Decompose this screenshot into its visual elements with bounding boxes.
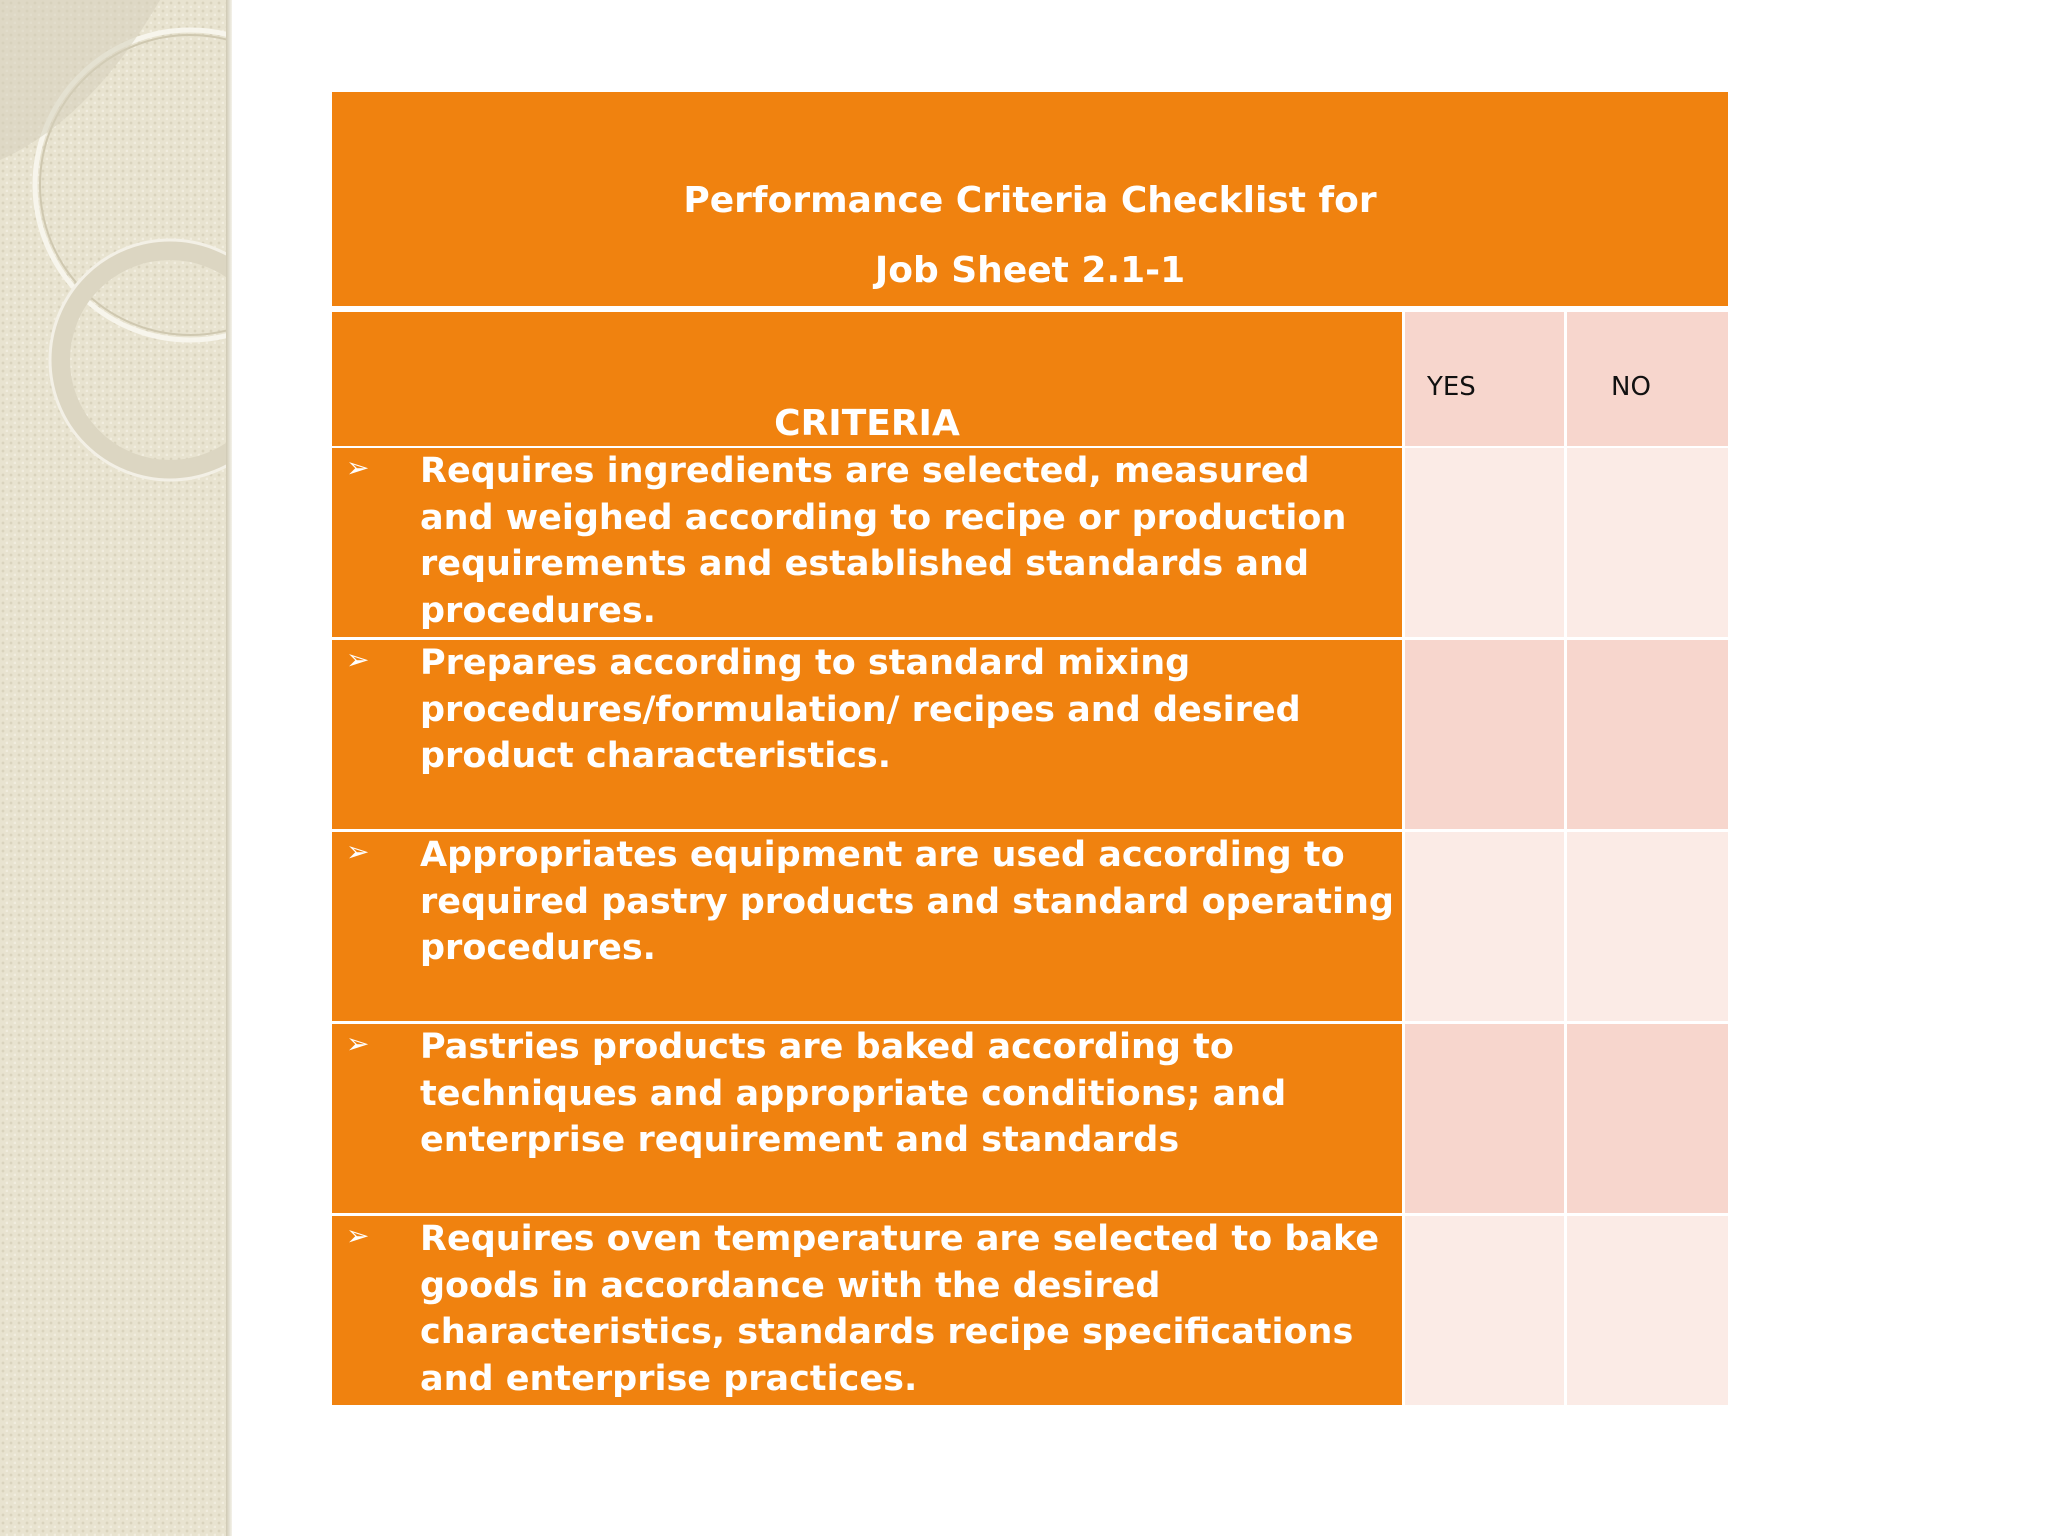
arrow-bullet-icon: ➢	[346, 835, 370, 868]
decorative-sidebar	[0, 0, 226, 1536]
criteria-header-label: CRITERIA	[774, 403, 960, 444]
yes-header	[1405, 312, 1567, 448]
arrow-bullet-icon: ➢	[346, 1027, 370, 1060]
no-checkbox-cell[interactable]	[1567, 640, 1728, 832]
yes-header-label: YES	[1427, 372, 1476, 402]
title-line-2: Job Sheet 2.1-1	[874, 250, 1186, 291]
arrow-bullet-icon: ➢	[346, 643, 370, 676]
no-checkbox-cell[interactable]	[1567, 1216, 1728, 1405]
no-checkbox-cell[interactable]	[1567, 448, 1728, 640]
table-row	[332, 1216, 1728, 1405]
yes-checkbox-cell[interactable]	[1405, 640, 1567, 832]
title-row	[332, 92, 1728, 312]
table-row	[332, 640, 1728, 832]
table-row	[332, 1024, 1728, 1216]
no-checkbox-cell[interactable]	[1567, 1024, 1728, 1216]
table-row	[332, 448, 1728, 640]
criteria-text: Pastries products are baked according to techniques and appropriate conditions; and enterprise requirement and standards	[420, 1027, 1287, 1160]
criteria-cell	[332, 448, 1405, 640]
no-checkbox-cell[interactable]	[1567, 832, 1728, 1024]
table-title	[332, 92, 1728, 312]
criteria-text: Prepares according to standard mixing procedures/formulation/ recipes and desired product characteristics.	[420, 643, 1301, 776]
no-header-label: NO	[1611, 372, 1651, 402]
header-row	[332, 312, 1728, 448]
decorative-rings-icon	[0, 0, 226, 1536]
criteria-text: Requires ingredients are selected, measured and weighed according to recipe or production requirements and established standards and procedures.	[420, 451, 1347, 631]
criteria-cell	[332, 832, 1405, 1024]
table-row	[332, 832, 1728, 1024]
arrow-bullet-icon: ➢	[346, 451, 370, 484]
arrow-bullet-icon: ➢	[346, 1219, 370, 1252]
criteria-header	[332, 312, 1405, 448]
yes-checkbox-cell[interactable]	[1405, 448, 1567, 640]
yes-checkbox-cell[interactable]	[1405, 1216, 1567, 1405]
criteria-cell	[332, 1216, 1405, 1405]
yes-checkbox-cell[interactable]	[1405, 1024, 1567, 1216]
yes-checkbox-cell[interactable]	[1405, 832, 1567, 1024]
criteria-cell	[332, 1024, 1405, 1216]
sidebar-edge	[226, 0, 232, 1536]
performance-checklist-table	[332, 92, 1728, 1405]
criteria-text: Requires oven temperature are selected to bake goods in accordance with the desired characteristics, standards recipe specifications and enterprise practices.	[420, 1219, 1380, 1399]
title-line-1: Performance Criteria Checklist for	[683, 180, 1377, 221]
criteria-text: Appropriates equipment are used according to required pastry products and standard operating procedures.	[420, 835, 1394, 968]
no-header	[1567, 312, 1728, 448]
criteria-cell	[332, 640, 1405, 832]
